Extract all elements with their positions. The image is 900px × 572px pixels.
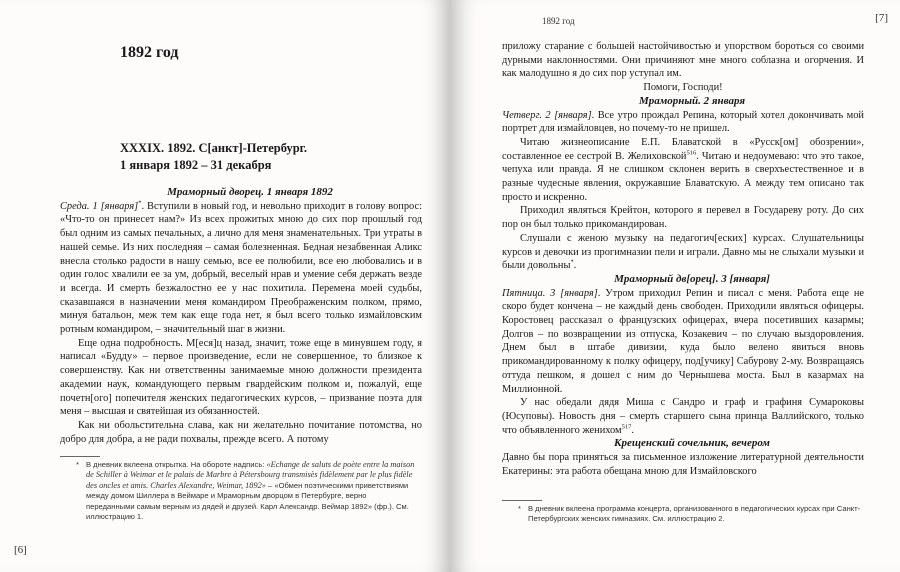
chapter-heading-line2: 1 января 1892 – 31 декабря bbox=[120, 158, 272, 172]
page-number-left: [6] bbox=[14, 544, 27, 556]
entry-date-jan1: Среда. 1 [января] bbox=[60, 200, 139, 212]
entry-heading-jan1: Мраморный дворец. 1 января 1892 bbox=[167, 186, 333, 198]
footnote-marker: * bbox=[570, 258, 574, 266]
right-page bbox=[450, 0, 900, 572]
paragraph-music-text: Слушали с женою музыку на педагогич[еских] курсах. Слушательницы курсов и девочки из прогимназии пели и играли. Давно мы не слыхали музыки и были довольны bbox=[502, 232, 864, 272]
footnote-text-a: В дневник вклеена открытка. На обороте надпись: bbox=[86, 460, 267, 469]
left-footnote bbox=[76, 460, 416, 522]
note-ref-517: 517 bbox=[621, 423, 632, 431]
paragraph-blavatsky bbox=[502, 136, 864, 205]
footnote-marker: * bbox=[138, 199, 142, 207]
entry-paragraph-epiphany-eve: Давно бы пора приняться за письменное изложение литературной деятельности Екатерины: эта работа обещана мною для Измайловского bbox=[502, 452, 864, 477]
entry-paragraph-jan2 bbox=[502, 109, 864, 136]
footnote-marker: * bbox=[76, 460, 79, 469]
entry-paragraph-jan1 bbox=[60, 200, 422, 337]
entry-text-jan2: . Все утро прождал Репина, который хотел докончивать мой портрет для измайловцев, но почему-то не пришел. bbox=[502, 109, 864, 135]
paragraph-continued: приложу старание с большей настойчивостью и упорством бороться со своими дурными наклонностями. Они причиняют мне много соблазна и огорчения. И как малодушно я до сих пор уступал им. bbox=[502, 41, 864, 80]
right-footnote bbox=[518, 504, 862, 525]
footnote-rule bbox=[502, 500, 542, 501]
entry-paragraph-jan3 bbox=[502, 287, 864, 397]
footnote-rule bbox=[60, 456, 100, 457]
footnote-text: В дневник вклеена программа концерта, организованного в педагогических курсах при Санкт-Петербургских женских гимназиях. См. иллюстрацию 2. bbox=[528, 504, 861, 524]
entry-date-jan3: Пятница. 3 [января] bbox=[502, 287, 598, 299]
paragraph-dinner-text: У нас обедали дядя Миша с Сандро и граф и графиня Сумароковы (Юсуповы). Новость дня – смерть старшего сына принца Валлийского, только что объявленного женихом bbox=[502, 397, 864, 436]
entry-heading-jan3: Мраморный дв[орец]. 3 [января] bbox=[614, 272, 770, 285]
paragraph-prayer: Помоги, Господи! bbox=[643, 82, 723, 94]
paragraph-glory: Как ни обольстительна слава, как ни желательно почитание потомства, но добро для добра, а не ради похвалы, прежде всего. А потому bbox=[60, 419, 422, 445]
entry-heading-epiphany-eve: Крещенский сочельник, вечером bbox=[614, 437, 770, 450]
footnote-marker: * bbox=[518, 504, 521, 513]
paragraph-dinner: У нас обедали дядя Миша с Сандро и граф и графиня Сумароковы (Юсуповы). Новость дня – смерть старшего сына принца Валлийского, только что объявленного женихом$^{517}$. bbox=[502, 397, 864, 436]
entry-heading-jan2: Мраморный. 2 января bbox=[638, 94, 746, 107]
running-head: 1892 год bbox=[542, 16, 575, 26]
paragraph-kreiton: Приходил являться Крейтон, которого я перевел в Государеву роту. До сих пор он был только прикомандирован. bbox=[502, 205, 864, 231]
note-ref-516: 516 bbox=[686, 149, 697, 157]
chapter-heading-line1: XXXIX. 1892. С[анкт]-Петербург. bbox=[120, 141, 308, 155]
entry-text-jan3: . Утром приходил Репин и писал с меня. Работа еще не скоро будет кончена – не каждый день свободен. Приходили являться офицеры. Коростовец рассказал о французских офицерах, вчера посетивших казармы; Долгов – по возвращении из отпуска, Козакевич – по случаю выздоровления. Днем был в штабе дивизии, куда было велено явиться вновь прикомандированному к полку офицеру, под[учику] Сабурову 2-му. Возвращаясь оттуда пешком, я дошел с ним до Чернышева моста. Был в казармах на Миллионной. bbox=[502, 287, 864, 395]
footnote-text-b: – «Обмен поэтическими приветствиями между домом Шиллера в Веймаре и Мраморным дворцом в Петербурге, верно переданными самым верным из дядей и друзей. Карл Александр. Веймар 1892» (фр.). См. иллюстрацию 1. bbox=[86, 480, 409, 522]
year-title: 1892 год bbox=[120, 44, 179, 61]
right-body-text bbox=[502, 40, 864, 479]
entry-text-jan1: . Вступили в новый год, и невольно приходит в голову вопрос: «Что-то он принесет нам?» Из всех прожитых мною до сих пор прошлый год был одним из самых печальных, а лично для меня знаменательных. Три утраты в нашей семье. Из них последняя – самая болезненная. Бедная незабвенная Аликс внесла столько радости в нашу семью, все ее полюбили, все ею любовались и в один голос хвалили ее за ум, добрый, веселый нрав и умение себя держать везде и всегда. И смерть безжалостно ее у нас похитила. Перемена моей судьбы, сказавшаяся в назначении меня командиром Преображенским полком, прямо, минуя батальон, меж тем как еще года нет, я был всего только измайловским ротным командиром, – значительный шаг в жизни. bbox=[60, 200, 422, 336]
left-body-text bbox=[60, 186, 422, 446]
paragraph-music: Слушали с женою музыку на педагогич[еских] курсах. Слушательницы курсов и девочки из прогимназии пели и играли. Давно мы не слыхали музыки и были довольны*. bbox=[502, 232, 864, 272]
footnote-text-french: «Echange de saluts de poète entre la maison de Schiller à Weimar et le palais de Marbre à Pétersbourg transmisès fidèlement par le plus fidèle des oncles et amis. Charles Alexandre, Weimar, 1892» bbox=[86, 460, 415, 490]
page-number-right: [7] bbox=[875, 12, 888, 24]
entry-date-jan2: Четверг. 2 [января] bbox=[502, 109, 592, 121]
chapter-heading bbox=[120, 140, 420, 174]
paragraph-blavatsky-b: . Читаю и недоумеваю: что это такое, чепуха или правда. Я не слишком склонен верить в сверхъестественное и в разные чудесные явления, окружавшие Блаватскую. А между тем описано так просто и искренно. bbox=[502, 150, 864, 203]
paragraph-detail: Еще одна подробность. М[еся]ц назад, значит, тоже еще в минувшем году, я написал «Будду» – первое произведение, если не совершенное, то близкое к совершенству. Как ни ответственны занимаемые мною должности президента академии наук, командующего первым гвардейским полком и, пожалуй, еще почетн[ого] попечителя женских педагогических курсов, – призвание поэта для меня – высшая и святейшая из обязанностей. bbox=[60, 337, 422, 418]
paragraph-blavatsky-a: Читаю жизнеописание Е.П. Блаватской в «Русск[ом] обозрении», составленное ее сестрой В. Желиховской bbox=[502, 136, 864, 162]
